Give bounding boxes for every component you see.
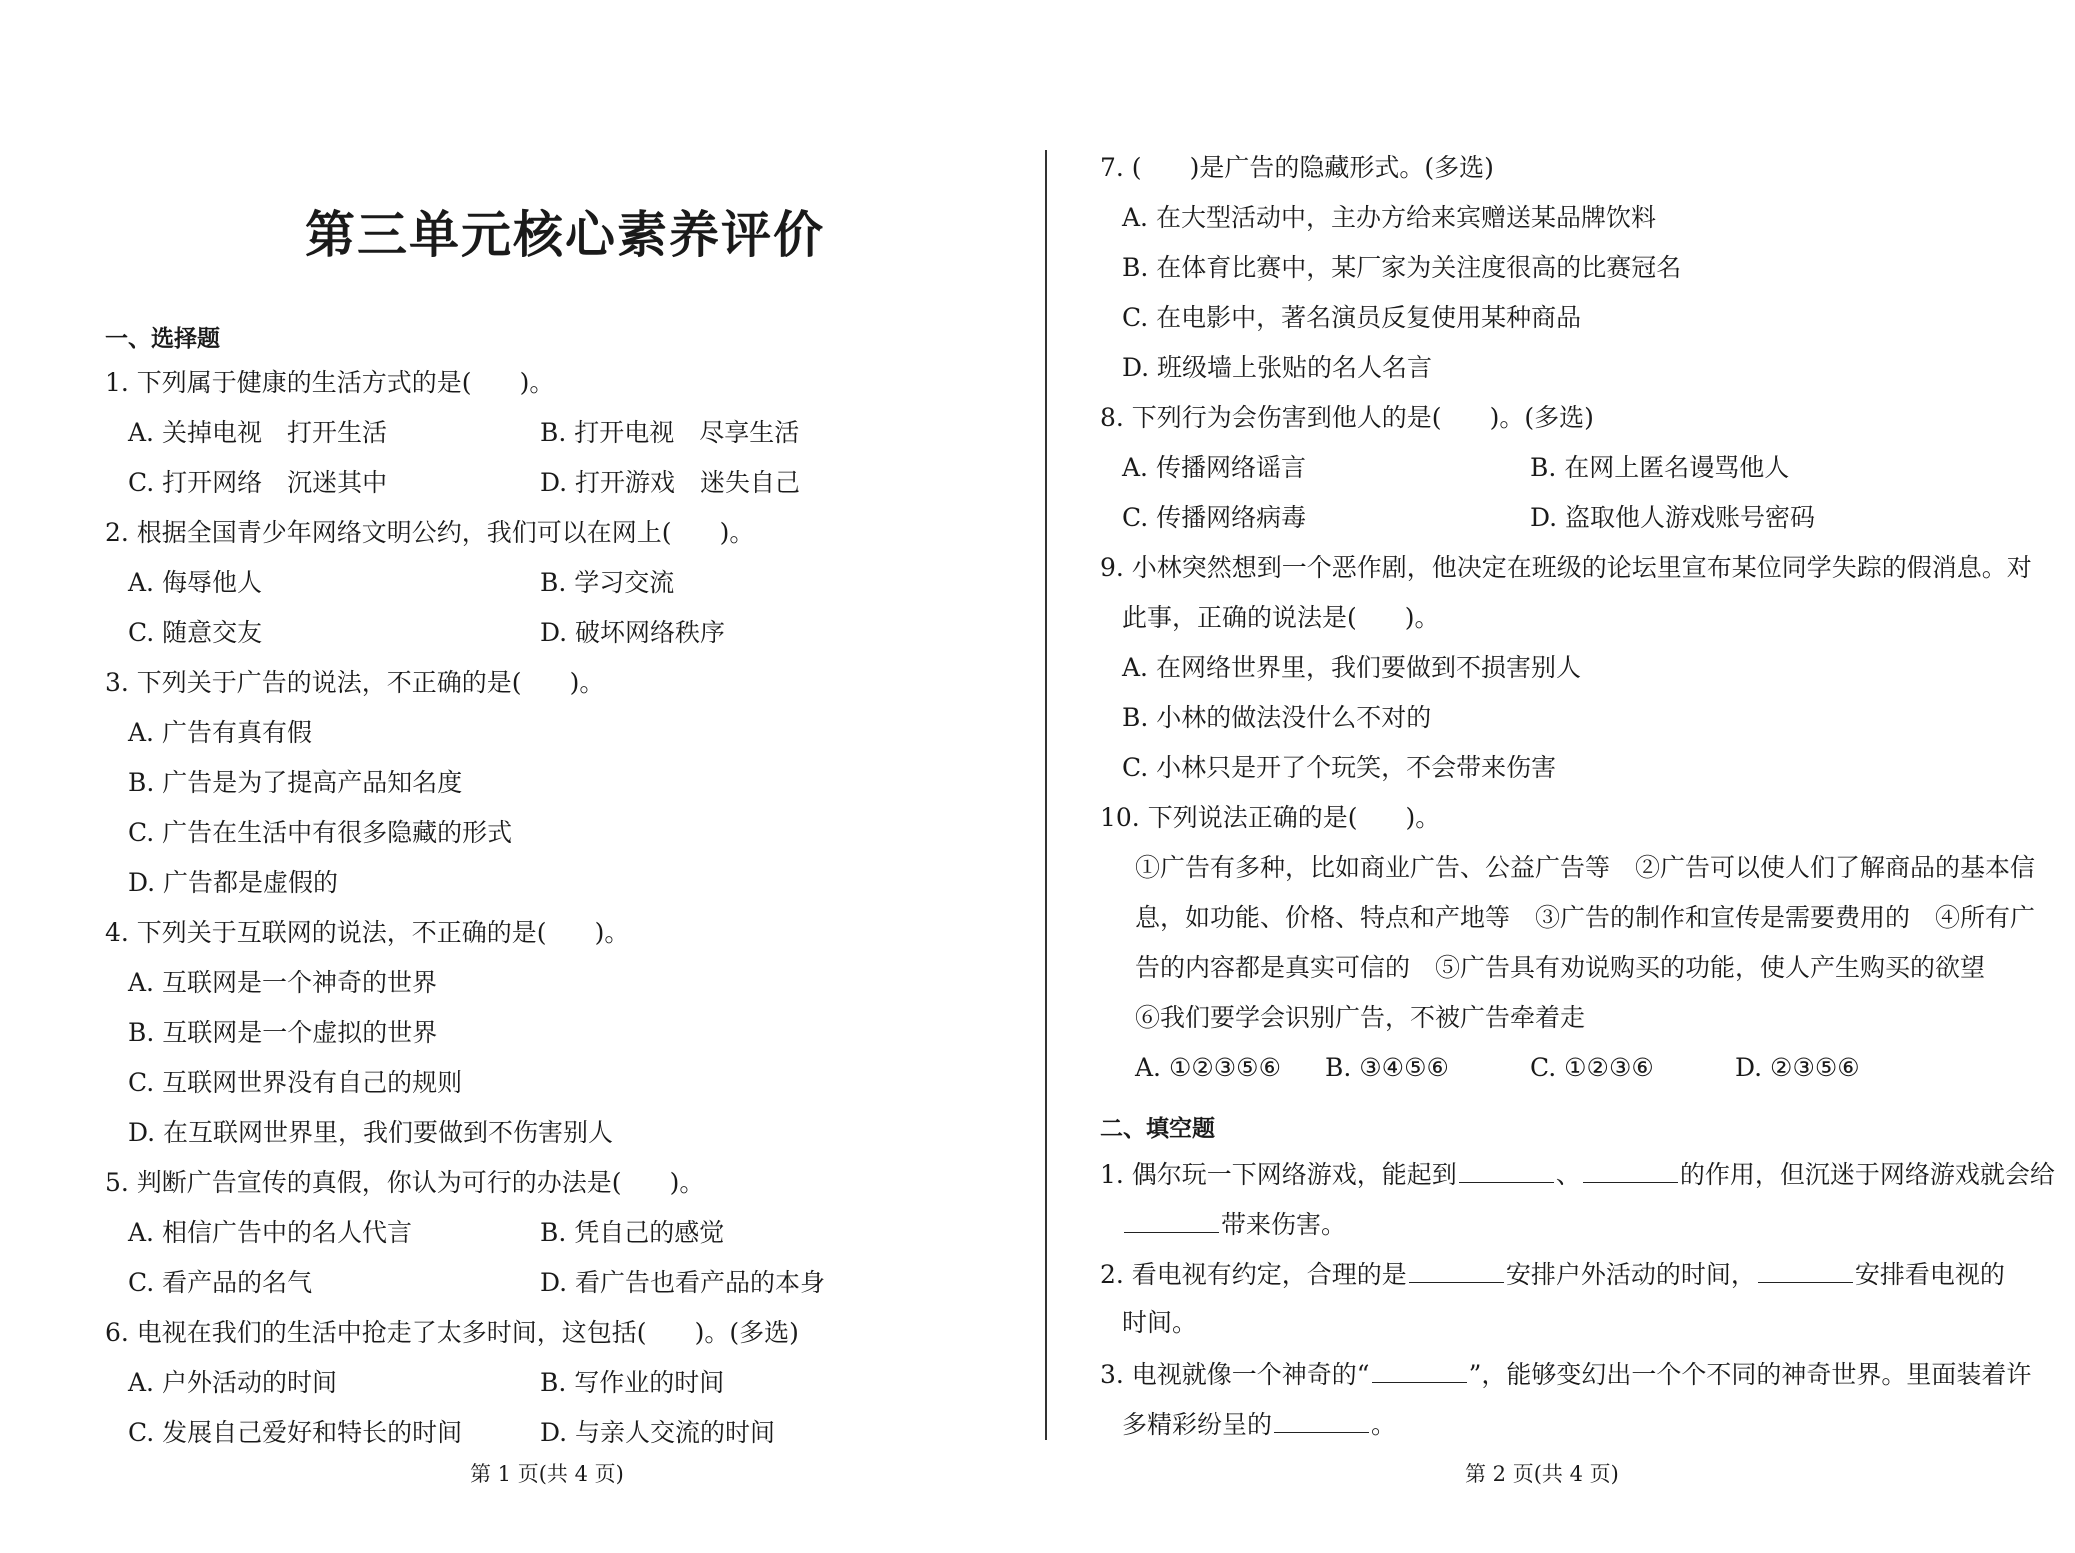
option-b: B. 学习交流 (540, 568, 675, 597)
statement-line: ⑥我们要学会识别广告，不被广告牵着走 (1135, 1003, 1586, 1032)
option-b: B. 写作业的时间 (540, 1368, 725, 1397)
option-d: D. ②③⑤⑥ (1735, 1053, 1860, 1082)
question-stem: 3. 下列关于广告的说法，不正确的是( )。 (105, 668, 605, 697)
answer-blank[interactable] (1459, 1160, 1554, 1183)
option-d: D. 广告都是虚假的 (128, 868, 339, 897)
option-c: C. 小林只是开了个玩笑，不会带来伤害 (1122, 753, 1557, 782)
fill-line-1: 3. 电视就像一个神奇的“ ”，能够变幻出一个个不同的神奇世界。里面装着许 (1100, 1360, 2032, 1389)
option-c: C. 打开网络 沉迷其中 (128, 468, 388, 497)
option-a: A. 关掉电视 打开生活 (128, 418, 387, 447)
option-c: C. 随意交友 (128, 618, 263, 647)
answer-blank[interactable] (1409, 1260, 1504, 1283)
option-a: A. 广告有真有假 (128, 718, 312, 747)
fill-line-1: 2. 看电视有约定，合理的是 安排户外活动的时间， 安排看电视的 (1100, 1260, 2005, 1289)
page-footer: 第 2 页(共 4 页) (1465, 1462, 1619, 1486)
question-stem: 4. 下列关于互联网的说法，不正确的是( )。 (105, 918, 630, 947)
question-stem-line-2: 此事，正确的说法是( )。 (1122, 603, 1440, 632)
fill-line-2: 时间。 (1122, 1308, 1198, 1337)
statement-line: 息，如功能、价格、特点和产地等 ③广告的制作和宣传是需要费用的 ④所有广 (1135, 903, 2036, 932)
section-heading-fill: 二、填空题 (1100, 1115, 1215, 1142)
question-stem: 5. 判断广告宣传的真假，你认为可行的办法是( )。 (105, 1168, 705, 1197)
option-d: D. 盗取他人游戏账号密码 (1530, 503, 1816, 532)
option-b: B. 互联网是一个虚拟的世界 (128, 1018, 438, 1047)
option-d: D. 与亲人交流的时间 (540, 1418, 776, 1447)
question-stem: 10. 下列说法正确的是( )。 (1100, 803, 1441, 832)
option-b: B. 凭自己的感觉 (540, 1218, 725, 1247)
option-a: A. 相信广告中的名人代言 (128, 1218, 412, 1247)
answer-blank[interactable] (1124, 1210, 1219, 1233)
question-stem: 6. 电视在我们的生活中抢走了太多时间，这包括( )。(多选) (105, 1318, 799, 1347)
option-a: A. 户外活动的时间 (128, 1368, 337, 1397)
question-stem: 1. 下列属于健康的生活方式的是( )。 (105, 368, 555, 397)
option-b: B. 在网上匿名谩骂他人 (1530, 453, 1790, 482)
option-a: A. 在网络世界里，我们要做到不损害别人 (1122, 653, 1581, 682)
option-a: A. 在大型活动中，主办方给来宾赠送某品牌饮料 (1122, 203, 1656, 232)
option-b: B. 广告是为了提高产品知名度 (128, 768, 463, 797)
option-c: C. ①②③⑥ (1530, 1053, 1654, 1082)
option-c: C. 互联网世界没有自己的规则 (128, 1068, 463, 1097)
option-d: D. 破坏网络秩序 (540, 618, 726, 647)
option-a: A. 传播网络谣言 (1122, 453, 1306, 482)
answer-blank[interactable] (1274, 1410, 1369, 1433)
option-c: C. 传播网络病毒 (1122, 503, 1307, 532)
question-stem-line-1: 9. 小林突然想到一个恶作剧，他决定在班级的论坛里宣布某位同学失踪的假消息。对 (1100, 553, 2032, 582)
option-a: A. ①②③⑤⑥ (1135, 1053, 1282, 1082)
option-b: B. 打开电视 尽享生活 (540, 418, 800, 447)
option-c: C. 广告在生活中有很多隐藏的形式 (128, 818, 513, 847)
option-c: C. 发展自己爱好和特长的时间 (128, 1418, 463, 1447)
page-divider (1045, 150, 1047, 1440)
option-d: D. 看广告也看产品的本身 (540, 1268, 826, 1297)
option-c: C. 在电影中，著名演员反复使用某种商品 (1122, 303, 1582, 332)
fill-line-2: 多精彩纷呈的 。 (1122, 1410, 1397, 1439)
statement-line: ①广告有多种，比如商业广告、公益广告等 ②广告可以使人们了解商品的基本信 (1135, 853, 2036, 882)
statement-line: 告的内容都是真实可信的 ⑤广告具有劝说购买的功能，使人产生购买的欲望 (1135, 953, 1986, 982)
question-stem: 2. 根据全国青少年网络文明公约，我们可以在网上( )。 (105, 518, 755, 547)
option-b: B. 小林的做法没什么不对的 (1122, 703, 1432, 732)
fill-line-1: 1. 偶尔玩一下网络游戏，能起到 、 的作用，但沉迷于网络游戏就会给 (1100, 1160, 2055, 1189)
answer-blank[interactable] (1372, 1360, 1467, 1383)
option-c: C. 看产品的名气 (128, 1268, 313, 1297)
page-title: 第三单元核心素养评价 (305, 205, 825, 264)
fill-line-2: 带来伤害。 (1122, 1210, 1346, 1237)
answer-blank[interactable] (1758, 1260, 1853, 1283)
option-b: B. ③④⑤⑥ (1325, 1053, 1449, 1082)
option-a: A. 侮辱他人 (128, 568, 262, 597)
section-heading-choice: 一、选择题 (105, 325, 220, 352)
option-b: B. 在体育比赛中，某厂家为关注度很高的比赛冠名 (1122, 253, 1682, 282)
option-d: D. 打开游戏 迷失自己 (540, 468, 801, 497)
question-stem: 7. ( )是广告的隐藏形式。(多选) (1100, 153, 1494, 182)
answer-blank[interactable] (1583, 1160, 1678, 1183)
option-a: A. 互联网是一个神奇的世界 (128, 968, 437, 997)
option-d: D. 班级墙上张贴的名人名言 (1122, 353, 1433, 382)
page-footer: 第 1 页(共 4 页) (470, 1462, 624, 1486)
question-stem: 8. 下列行为会伤害到他人的是( )。(多选) (1100, 403, 1594, 432)
option-d: D. 在互联网世界里，我们要做到不伤害别人 (128, 1118, 614, 1147)
